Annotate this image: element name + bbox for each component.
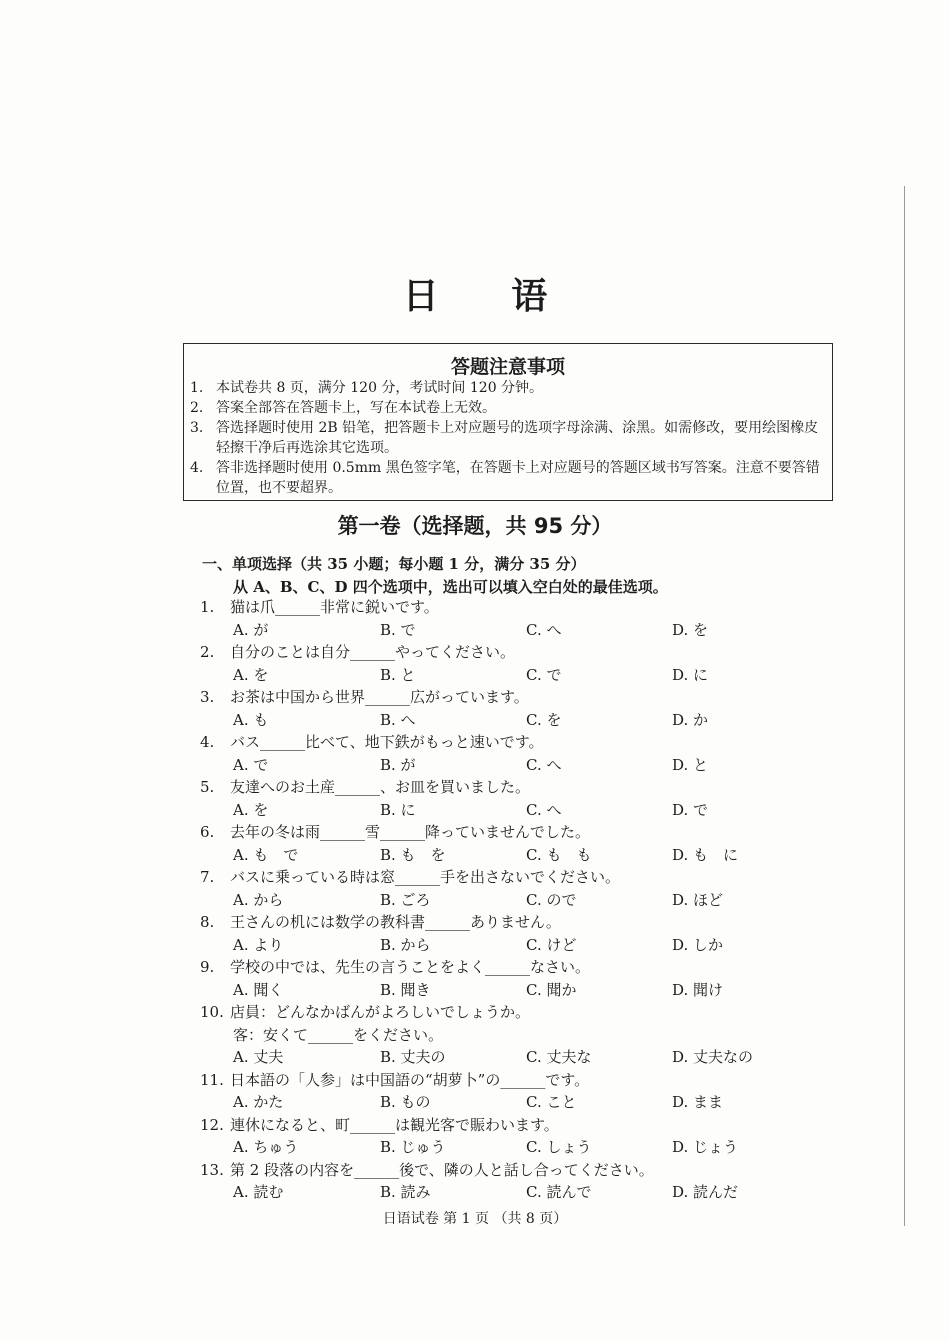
option-d: D. に bbox=[672, 665, 709, 684]
option-d: D. 聞け bbox=[672, 980, 724, 999]
question-stem bbox=[0, 1159, 950, 1182]
option-d: D. じょう bbox=[672, 1138, 739, 1156]
part-instruction: 从 A、B、C、D 四个选项中，选出可以填入空白处的最佳选项。 bbox=[233, 578, 668, 596]
notice-item-number: 2. bbox=[190, 400, 204, 416]
question-stem bbox=[0, 1069, 950, 1092]
option-d: D. と bbox=[672, 755, 709, 774]
option-d: D. を bbox=[672, 620, 709, 639]
question-text-line2: 客：安くて______をください。 bbox=[233, 1025, 444, 1044]
page-footer: 日语试卷 第 1 页 （共 8 页） bbox=[382, 1211, 568, 1227]
question-options bbox=[0, 1136, 950, 1159]
option-c: C. で bbox=[526, 665, 562, 684]
option-a: A. を bbox=[233, 665, 269, 684]
question-text: 学校の中では、先生の言うことをよく______なさい。 bbox=[230, 958, 591, 976]
option-c: C. を bbox=[526, 710, 562, 729]
option-d: D. も に bbox=[672, 845, 739, 864]
question-stem bbox=[0, 866, 950, 889]
question-number: 13. bbox=[200, 1160, 224, 1179]
question-text: お茶は中国から世界______広がっています。 bbox=[230, 688, 529, 706]
option-b: B. じゅう bbox=[380, 1138, 446, 1156]
notice-box bbox=[183, 343, 833, 501]
question-number: 6. bbox=[200, 823, 215, 841]
option-c: C. けど bbox=[526, 935, 577, 954]
option-a: A. が bbox=[233, 620, 269, 639]
question-stem bbox=[0, 686, 950, 709]
question-number: 3. bbox=[200, 688, 215, 706]
option-d: D. まま bbox=[672, 1093, 724, 1111]
question-stem bbox=[0, 1001, 950, 1024]
option-a: A. 丈夫 bbox=[233, 1048, 284, 1066]
option-b: B. 読み bbox=[380, 1183, 431, 1201]
question-options bbox=[0, 1181, 950, 1204]
option-c: C. へ bbox=[526, 755, 562, 774]
question-number: 11. bbox=[200, 1070, 224, 1089]
question-list bbox=[0, 596, 950, 1204]
question-text: 友達へのお土産______、お皿を買いました。 bbox=[230, 778, 531, 796]
question-number: 8. bbox=[200, 913, 215, 931]
question-number: 9. bbox=[200, 958, 215, 976]
question-options bbox=[0, 619, 950, 642]
option-b: B. が bbox=[380, 755, 416, 774]
option-b: B. から bbox=[380, 935, 431, 954]
option-b: B. ごろ bbox=[380, 890, 431, 909]
option-c: C. へ bbox=[526, 620, 562, 639]
option-d: D. 丈夫なの bbox=[672, 1048, 754, 1066]
question-text: 第 2 段落の内容を______後で、隣の人と話し合ってください。 bbox=[230, 1160, 654, 1179]
notice-item-number: 3. bbox=[190, 420, 204, 436]
question-stem bbox=[0, 596, 950, 619]
question-number: 12. bbox=[200, 1115, 224, 1134]
option-a: A. も bbox=[233, 710, 269, 729]
question-stem bbox=[0, 731, 950, 754]
question-options bbox=[0, 664, 950, 687]
option-c: C. しょう bbox=[526, 1138, 592, 1156]
question-number: 1. bbox=[200, 598, 215, 616]
question-options bbox=[0, 709, 950, 732]
question-text: バスに乗っている時は窓______手を出さないでください。 bbox=[230, 868, 621, 886]
question-text: 去年の冬は雨______雪______降っていませんでした。 bbox=[230, 823, 591, 841]
notice-item bbox=[190, 458, 830, 498]
question-text: 自分のことは自分______やってください。 bbox=[230, 643, 516, 661]
question-options bbox=[0, 754, 950, 777]
question-stem bbox=[0, 641, 950, 664]
part-heading: 一、单项选择（共 35 小题；每小题 1 分，满分 35 分） bbox=[202, 555, 586, 573]
question-options bbox=[0, 1091, 950, 1114]
question-options bbox=[0, 889, 950, 912]
notice-title: 答题注意事项 bbox=[450, 356, 565, 378]
option-a: A. 聞く bbox=[233, 980, 284, 999]
option-d: D. しか bbox=[672, 935, 724, 954]
option-c: C. 読んで bbox=[526, 1183, 592, 1201]
page-title: 日 语 bbox=[402, 276, 578, 317]
option-b: B. 聞き bbox=[380, 980, 431, 999]
option-d: D. ほど bbox=[672, 890, 724, 909]
option-a: A. かた bbox=[233, 1093, 284, 1111]
question-text: 猫は爪______非常に鋭いです。 bbox=[230, 598, 439, 616]
option-a: A. も で bbox=[233, 845, 299, 864]
question-number: 4. bbox=[200, 733, 215, 751]
option-b: B. へ bbox=[380, 710, 416, 729]
option-b: B. で bbox=[380, 620, 416, 639]
option-d: D. 読んだ bbox=[672, 1183, 739, 1201]
notice-item-text: 本试卷共 8 页，满分 120 分，考试时间 120 分钟。 bbox=[216, 380, 544, 396]
option-a: A. より bbox=[233, 935, 284, 954]
notice-item bbox=[190, 398, 830, 418]
question-number: 2. bbox=[200, 643, 215, 661]
question-options bbox=[0, 799, 950, 822]
option-b: B. に bbox=[380, 800, 416, 819]
option-c: C. へ bbox=[526, 800, 562, 819]
question-stem bbox=[0, 911, 950, 934]
option-c: C. こと bbox=[526, 1093, 577, 1111]
option-c: C. ので bbox=[526, 890, 577, 909]
notice-item bbox=[190, 418, 830, 458]
option-b: B. 丈夫の bbox=[380, 1048, 446, 1066]
option-c: C. 丈夫な bbox=[526, 1048, 592, 1066]
section-title: 第一卷（选择题，共 95 分） bbox=[337, 514, 613, 538]
question-stem bbox=[0, 1114, 950, 1137]
question-number: 5. bbox=[200, 778, 215, 796]
option-d: D. で bbox=[672, 800, 709, 819]
question-options bbox=[0, 844, 950, 867]
option-b: B. と bbox=[380, 665, 416, 684]
option-b: B. も を bbox=[380, 845, 446, 864]
notice-item-text: 答非选择题时使用 0.5mm 黑色签字笔，在答题卡上对应题号的答题区域书写答案。注意不要答错位置，也不要超界。 bbox=[216, 460, 820, 496]
option-a: A. で bbox=[233, 755, 269, 774]
question-options bbox=[0, 1046, 950, 1069]
option-a: A. 読む bbox=[233, 1183, 284, 1201]
notice-item bbox=[190, 378, 830, 398]
option-a: A. から bbox=[233, 890, 284, 909]
notice-item-text: 答案全部答在答题卡上，写在本试卷上无效。 bbox=[216, 400, 496, 416]
notice-item-text: 答选择题时使用 2B 铅笔，把答题卡上对应题号的选项字母涂满、涂黑。如需修改，要用绘图橡皮轻擦干净后再选涂其它选项。 bbox=[216, 420, 819, 456]
question-options bbox=[0, 979, 950, 1002]
question-number: 10. bbox=[200, 1003, 224, 1021]
question-stem-continued bbox=[0, 1024, 950, 1047]
question-text: 連休になると、町______は観光客で賑わいます。 bbox=[230, 1115, 559, 1134]
option-a: A. を bbox=[233, 800, 269, 819]
question-options bbox=[0, 934, 950, 957]
question-text: 王さんの机には数学の教科書______ありません。 bbox=[230, 913, 561, 931]
question-number: 7. bbox=[200, 868, 215, 886]
question-text: 日本語の「人参」は中国語の“胡萝卜”の______です。 bbox=[230, 1070, 590, 1089]
option-b: B. もの bbox=[380, 1093, 431, 1111]
option-c: C. 聞か bbox=[526, 980, 577, 999]
notice-item-number: 4. bbox=[190, 460, 204, 476]
question-stem bbox=[0, 776, 950, 799]
question-stem bbox=[0, 821, 950, 844]
option-a: A. ちゅう bbox=[233, 1138, 299, 1156]
question-text: バス______比べて、地下鉄がもっと速いです。 bbox=[230, 733, 544, 751]
notice-list bbox=[190, 378, 830, 498]
option-c: C. も も bbox=[526, 845, 592, 864]
option-d: D. か bbox=[672, 710, 709, 729]
notice-item-number: 1. bbox=[190, 380, 204, 396]
question-stem bbox=[0, 956, 950, 979]
question-text: 店員：どんなかばんがよろしいでしょうか。 bbox=[230, 1003, 531, 1021]
